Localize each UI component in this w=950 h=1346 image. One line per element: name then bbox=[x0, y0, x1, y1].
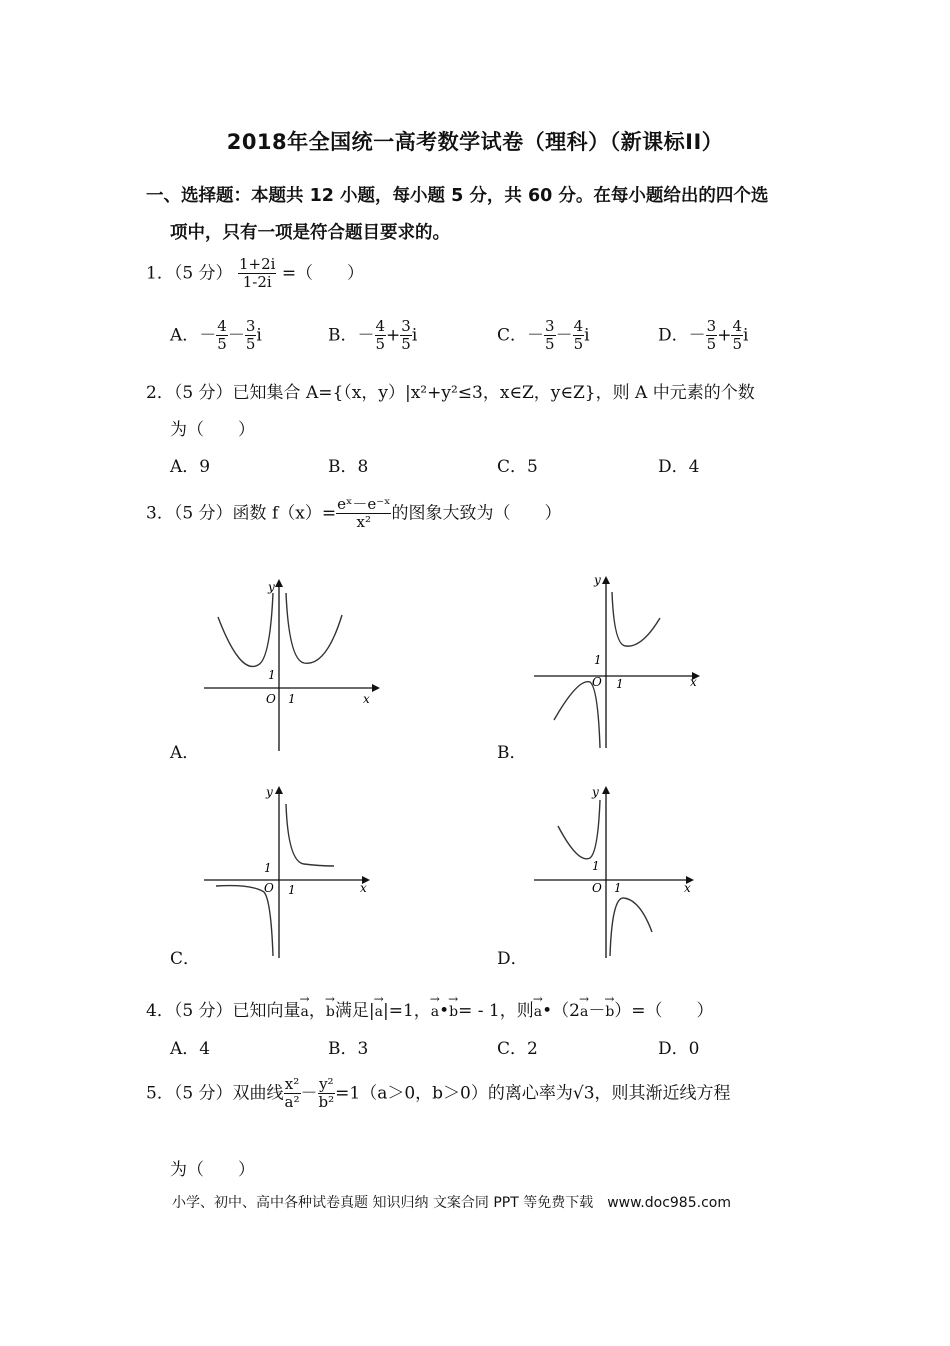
option-label: D． bbox=[658, 325, 689, 346]
vector-a: → a bbox=[431, 1000, 439, 1020]
question-5-text: =1（a＞0，b＞0）的离心率为 bbox=[335, 1083, 573, 1104]
question-3 bbox=[146, 496, 561, 532]
y-axis-label: y bbox=[594, 573, 601, 587]
question-4 bbox=[146, 996, 714, 1021]
question-4-prefix: 4．（5 分）已知向量 bbox=[146, 1001, 301, 1021]
vector-b: → b bbox=[605, 1000, 614, 1020]
option-fraction-2 bbox=[245, 318, 257, 354]
question-4-text: = - 1，则 bbox=[458, 1001, 534, 1021]
fraction-denominator: 5 bbox=[706, 335, 717, 354]
tick-label-y-1: 1 bbox=[592, 859, 600, 873]
fraction-numerator: 4 bbox=[573, 317, 584, 335]
fraction-denominator: 5 bbox=[573, 335, 584, 354]
imaginary-unit: i bbox=[256, 325, 262, 346]
origin-label: O bbox=[264, 881, 274, 895]
x-axis-label: x bbox=[360, 881, 367, 895]
question-3-fraction bbox=[336, 496, 391, 532]
x-axis-label: x bbox=[684, 881, 691, 895]
option-sign: － bbox=[357, 325, 375, 346]
fraction-numerator: 3 bbox=[706, 317, 717, 335]
q1-option-b[interactable] bbox=[328, 318, 417, 354]
tick-label-y-1: 1 bbox=[264, 861, 272, 875]
vector-b: → b bbox=[326, 1000, 335, 1020]
y-axis-label: y bbox=[268, 580, 275, 594]
question-4-tail: ）=（ ） bbox=[614, 1001, 714, 1021]
question-1 bbox=[146, 256, 364, 292]
option-fraction-1 bbox=[544, 318, 556, 354]
q3-option-c-label[interactable]: C． bbox=[170, 949, 201, 969]
option-sign: － bbox=[688, 325, 706, 346]
x-axis-label: x bbox=[690, 675, 697, 689]
option-fraction-1 bbox=[375, 318, 387, 354]
q2-option-a[interactable]: A．9 bbox=[170, 457, 211, 477]
section-header-line1: 一、选择题：本题共 12 小题，每小题 5 分，共 60 分。在每小题给出的四个选 bbox=[146, 186, 769, 206]
origin-label: O bbox=[266, 692, 276, 706]
tick-label-x-1: 1 bbox=[288, 692, 296, 706]
fraction-numerator: 1+2i bbox=[238, 255, 276, 273]
question-1-number: 1．（5 分） bbox=[146, 263, 233, 284]
question-2-line1: 2．（5 分）已知集合 A={（x，y）|x²+y²≤3，x∈Z，y∈Z}，则 A 中元素的个数 bbox=[146, 383, 755, 403]
question-5 bbox=[146, 1076, 731, 1112]
question-2-line2: 为（ ） bbox=[170, 420, 255, 440]
section-header-line2: 项中，只有一项是符合题目要求的。 bbox=[170, 223, 450, 243]
imaginary-unit: i bbox=[411, 325, 418, 346]
y-axis-arrow bbox=[275, 579, 283, 587]
curve-right-branch bbox=[286, 804, 334, 866]
fraction-denominator: x² bbox=[356, 513, 372, 532]
q3-graph-a bbox=[200, 575, 380, 755]
curve-left-branch bbox=[558, 800, 600, 859]
fraction-y2-b2 bbox=[318, 1076, 336, 1112]
tick-label-y-1: 1 bbox=[268, 668, 276, 682]
fraction-denominator: 5 bbox=[732, 335, 742, 354]
fraction-numerator: 3 bbox=[401, 317, 411, 335]
imaginary-unit: i bbox=[742, 325, 749, 346]
curve-right-branch bbox=[610, 898, 652, 956]
curve-left-branch bbox=[554, 682, 600, 748]
curve-right-branch bbox=[286, 593, 342, 663]
q3-option-b-label[interactable]: B． bbox=[497, 743, 527, 763]
q1-option-d[interactable] bbox=[658, 318, 748, 354]
option-operator: － bbox=[555, 325, 573, 346]
option-label: C． bbox=[497, 325, 528, 346]
fraction-numerator: 3 bbox=[245, 317, 256, 335]
y-axis-label: y bbox=[592, 785, 599, 799]
fraction-denominator: 5 bbox=[545, 335, 555, 354]
question-5-line2: 为（ ） bbox=[170, 1160, 255, 1180]
q4-option-d[interactable]: D．0 bbox=[658, 1039, 700, 1059]
question-5-prefix: 5．（5 分）双曲线 bbox=[146, 1083, 284, 1104]
option-operator: － bbox=[227, 325, 245, 346]
option-operator: + bbox=[717, 325, 732, 346]
page-title: 2018年全国统一高考数学试卷（理科）（新课标II） bbox=[226, 130, 724, 154]
question-1-tail: =（ ） bbox=[281, 263, 365, 284]
vector-b: → b bbox=[449, 1000, 458, 1020]
fraction-x2-a2 bbox=[284, 1076, 301, 1112]
option-sign: － bbox=[527, 325, 545, 346]
question-3-prefix: 3．（5 分）函数 f（x）= bbox=[146, 503, 337, 524]
fraction-numerator: 3 bbox=[545, 317, 555, 335]
fraction-denominator: 5 bbox=[401, 335, 411, 354]
q3-graph-b bbox=[530, 570, 710, 750]
option-operator: + bbox=[386, 325, 401, 346]
q2-option-c[interactable]: C．5 bbox=[497, 457, 538, 477]
vector-a: → a bbox=[375, 1000, 383, 1020]
curve-right-branch bbox=[612, 592, 660, 646]
q3-option-d-label[interactable]: D． bbox=[497, 949, 528, 969]
option-label: A． bbox=[170, 325, 200, 346]
fraction-denominator: a² bbox=[284, 1093, 300, 1112]
fraction-numerator: 4 bbox=[375, 317, 386, 335]
origin-label: O bbox=[592, 881, 602, 895]
fraction-numerator: 4 bbox=[217, 317, 227, 335]
tick-label-x-1: 1 bbox=[616, 677, 624, 691]
minus-operator: － bbox=[300, 1083, 318, 1104]
q4-option-a[interactable]: A．4 bbox=[170, 1039, 211, 1059]
q1-option-c[interactable] bbox=[497, 318, 590, 354]
fraction-denominator: 1-2i bbox=[242, 273, 272, 292]
fraction-denominator: 5 bbox=[245, 335, 256, 354]
question-4-text: •（2 bbox=[542, 1001, 580, 1021]
question-5-suffix: ，则其渐近线方程 bbox=[594, 1083, 731, 1104]
question-4-text: ， bbox=[308, 1001, 326, 1021]
option-sign: － bbox=[199, 325, 217, 346]
q3-graph-d bbox=[530, 780, 710, 960]
q4-option-b[interactable]: B．3 bbox=[328, 1039, 369, 1059]
y-axis-label: y bbox=[266, 785, 273, 799]
q3-graph-c bbox=[200, 780, 380, 960]
x-axis-label: x bbox=[363, 692, 370, 706]
question-1-fraction bbox=[238, 256, 276, 292]
fraction-denominator: 5 bbox=[217, 335, 227, 354]
y-axis-arrow bbox=[602, 786, 610, 794]
imaginary-unit: i bbox=[584, 325, 590, 346]
dot-operator: • bbox=[439, 1001, 450, 1021]
fraction-denominator: 5 bbox=[375, 335, 386, 354]
tick-label-x-1: 1 bbox=[288, 883, 296, 897]
option-label: B． bbox=[328, 325, 358, 346]
fraction-numerator: y² bbox=[319, 1075, 334, 1093]
sqrt-3: √3 bbox=[572, 1083, 595, 1104]
option-fraction-1 bbox=[216, 318, 228, 354]
option-fraction-2 bbox=[731, 318, 743, 354]
x-axis-arrow bbox=[372, 684, 380, 692]
curve-left-branch bbox=[216, 886, 273, 956]
tick-label-y-1: 1 bbox=[594, 653, 602, 667]
curve-left-branch bbox=[218, 593, 273, 666]
q2-option-b[interactable]: B．8 bbox=[328, 457, 369, 477]
vector-a: → a bbox=[534, 1000, 542, 1020]
option-fraction-2 bbox=[400, 318, 412, 354]
q2-option-d[interactable]: D．4 bbox=[658, 457, 700, 477]
tick-label-x-1: 1 bbox=[614, 881, 622, 895]
minus-operator: － bbox=[588, 1001, 606, 1021]
question-4-text: 满足| bbox=[334, 1001, 375, 1021]
fraction-numerator: 4 bbox=[732, 317, 742, 335]
fraction-numerator: x² bbox=[284, 1075, 300, 1093]
option-fraction-2 bbox=[573, 318, 585, 354]
vector-a: → a bbox=[301, 1000, 309, 1020]
origin-label: O bbox=[592, 675, 602, 689]
page-footer: 小学、初中、高中各种试卷真题 知识归纳 文案合同 PPT 等免费下载 www.doc985.com bbox=[172, 1195, 731, 1211]
question-4-text: |=1， bbox=[382, 1001, 431, 1021]
q4-option-c[interactable]: C．2 bbox=[497, 1039, 538, 1059]
question-3-suffix: 的图象大致为（ ） bbox=[391, 503, 562, 524]
q3-option-a-label[interactable]: A． bbox=[170, 743, 200, 763]
fraction-numerator: eˣ－e⁻ˣ bbox=[337, 495, 391, 513]
q1-option-a[interactable] bbox=[170, 318, 262, 354]
vector-a: → a bbox=[580, 1000, 588, 1020]
option-fraction-1 bbox=[706, 318, 718, 354]
fraction-denominator: b² bbox=[318, 1093, 335, 1112]
y-axis-arrow bbox=[275, 786, 283, 794]
y-axis-arrow bbox=[602, 576, 610, 584]
